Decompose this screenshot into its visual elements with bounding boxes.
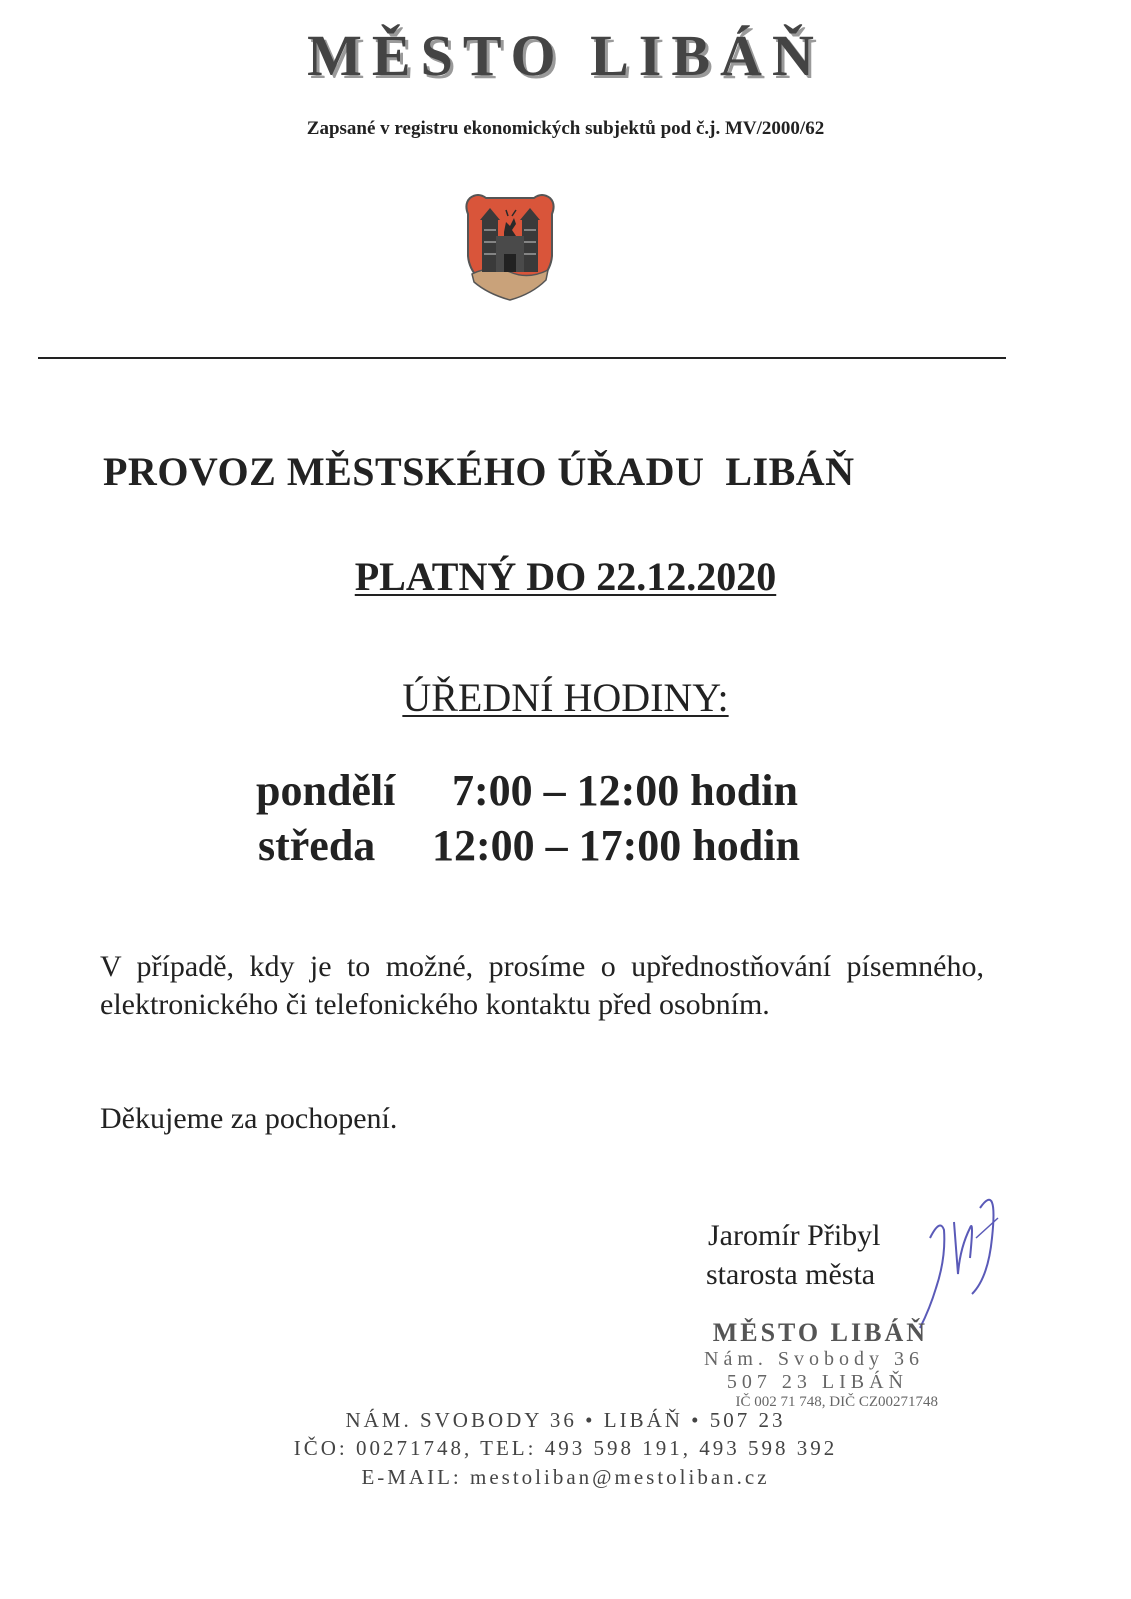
stamp-line: 507 23 LIBÁŇ: [726, 1371, 908, 1393]
registry-note: Zapsané v registru ekonomických subjektů pod č.j. MV/2000/62: [306, 118, 825, 139]
hours-day: středa: [258, 821, 376, 870]
handwritten-signature-icon: [900, 1178, 1010, 1338]
footer-contact: IČO: 00271748, TEL: 493 598 191, 493 598 392: [293, 1436, 838, 1460]
hours-time: 12:00 – 17:00 hodin: [432, 821, 800, 870]
office-hours-title-text: ÚŘEDNÍ HODINY:: [402, 675, 729, 720]
town-title: MĚSTO LIBÁŇ: [307, 23, 824, 88]
hours-day: pondělí: [256, 766, 396, 815]
stamp-line: IČ 002 71 748, DIČ CZ00271748: [735, 1394, 938, 1410]
notice-heading: PROVOZ MĚSTSKÉHO ÚŘADU LIBÁŇ: [103, 449, 855, 494]
stamp-line: MĚSTO LIBÁŇ: [712, 1318, 928, 1347]
hours-time: 7:00 – 12:00 hodin: [452, 766, 798, 815]
footer-address: NÁM. SVOBODY 36 • LIBÁŇ • 507 23: [345, 1408, 786, 1432]
mayor-role: starosta města: [706, 1258, 876, 1291]
stamp-line: Nám. Svobody 36: [704, 1348, 924, 1370]
office-stamp: [676, 1318, 938, 1411]
header-divider: [38, 357, 1006, 359]
town-coat-of-arms-icon: [462, 190, 558, 304]
hours-row-monday: [0, 765, 1131, 821]
mayor-name: Jaromír Přibyl: [708, 1219, 881, 1252]
contact-request-paragraph: V případě, kdy je to možné, prosíme o upřednostňování písemného, elektronického či telefonického kontaktu před osobním.: [100, 950, 984, 1021]
validity-date: [0, 553, 1131, 600]
validity-date-text: PLATNÝ DO 22.12.2020: [354, 554, 777, 599]
footer-email: E-MAIL: mestoliban@mestoliban.cz: [361, 1465, 770, 1489]
office-hours-title: [0, 674, 1131, 721]
thanks-text: Děkujeme za pochopení.: [100, 1102, 398, 1135]
hours-row-wednesday: [0, 820, 1131, 876]
